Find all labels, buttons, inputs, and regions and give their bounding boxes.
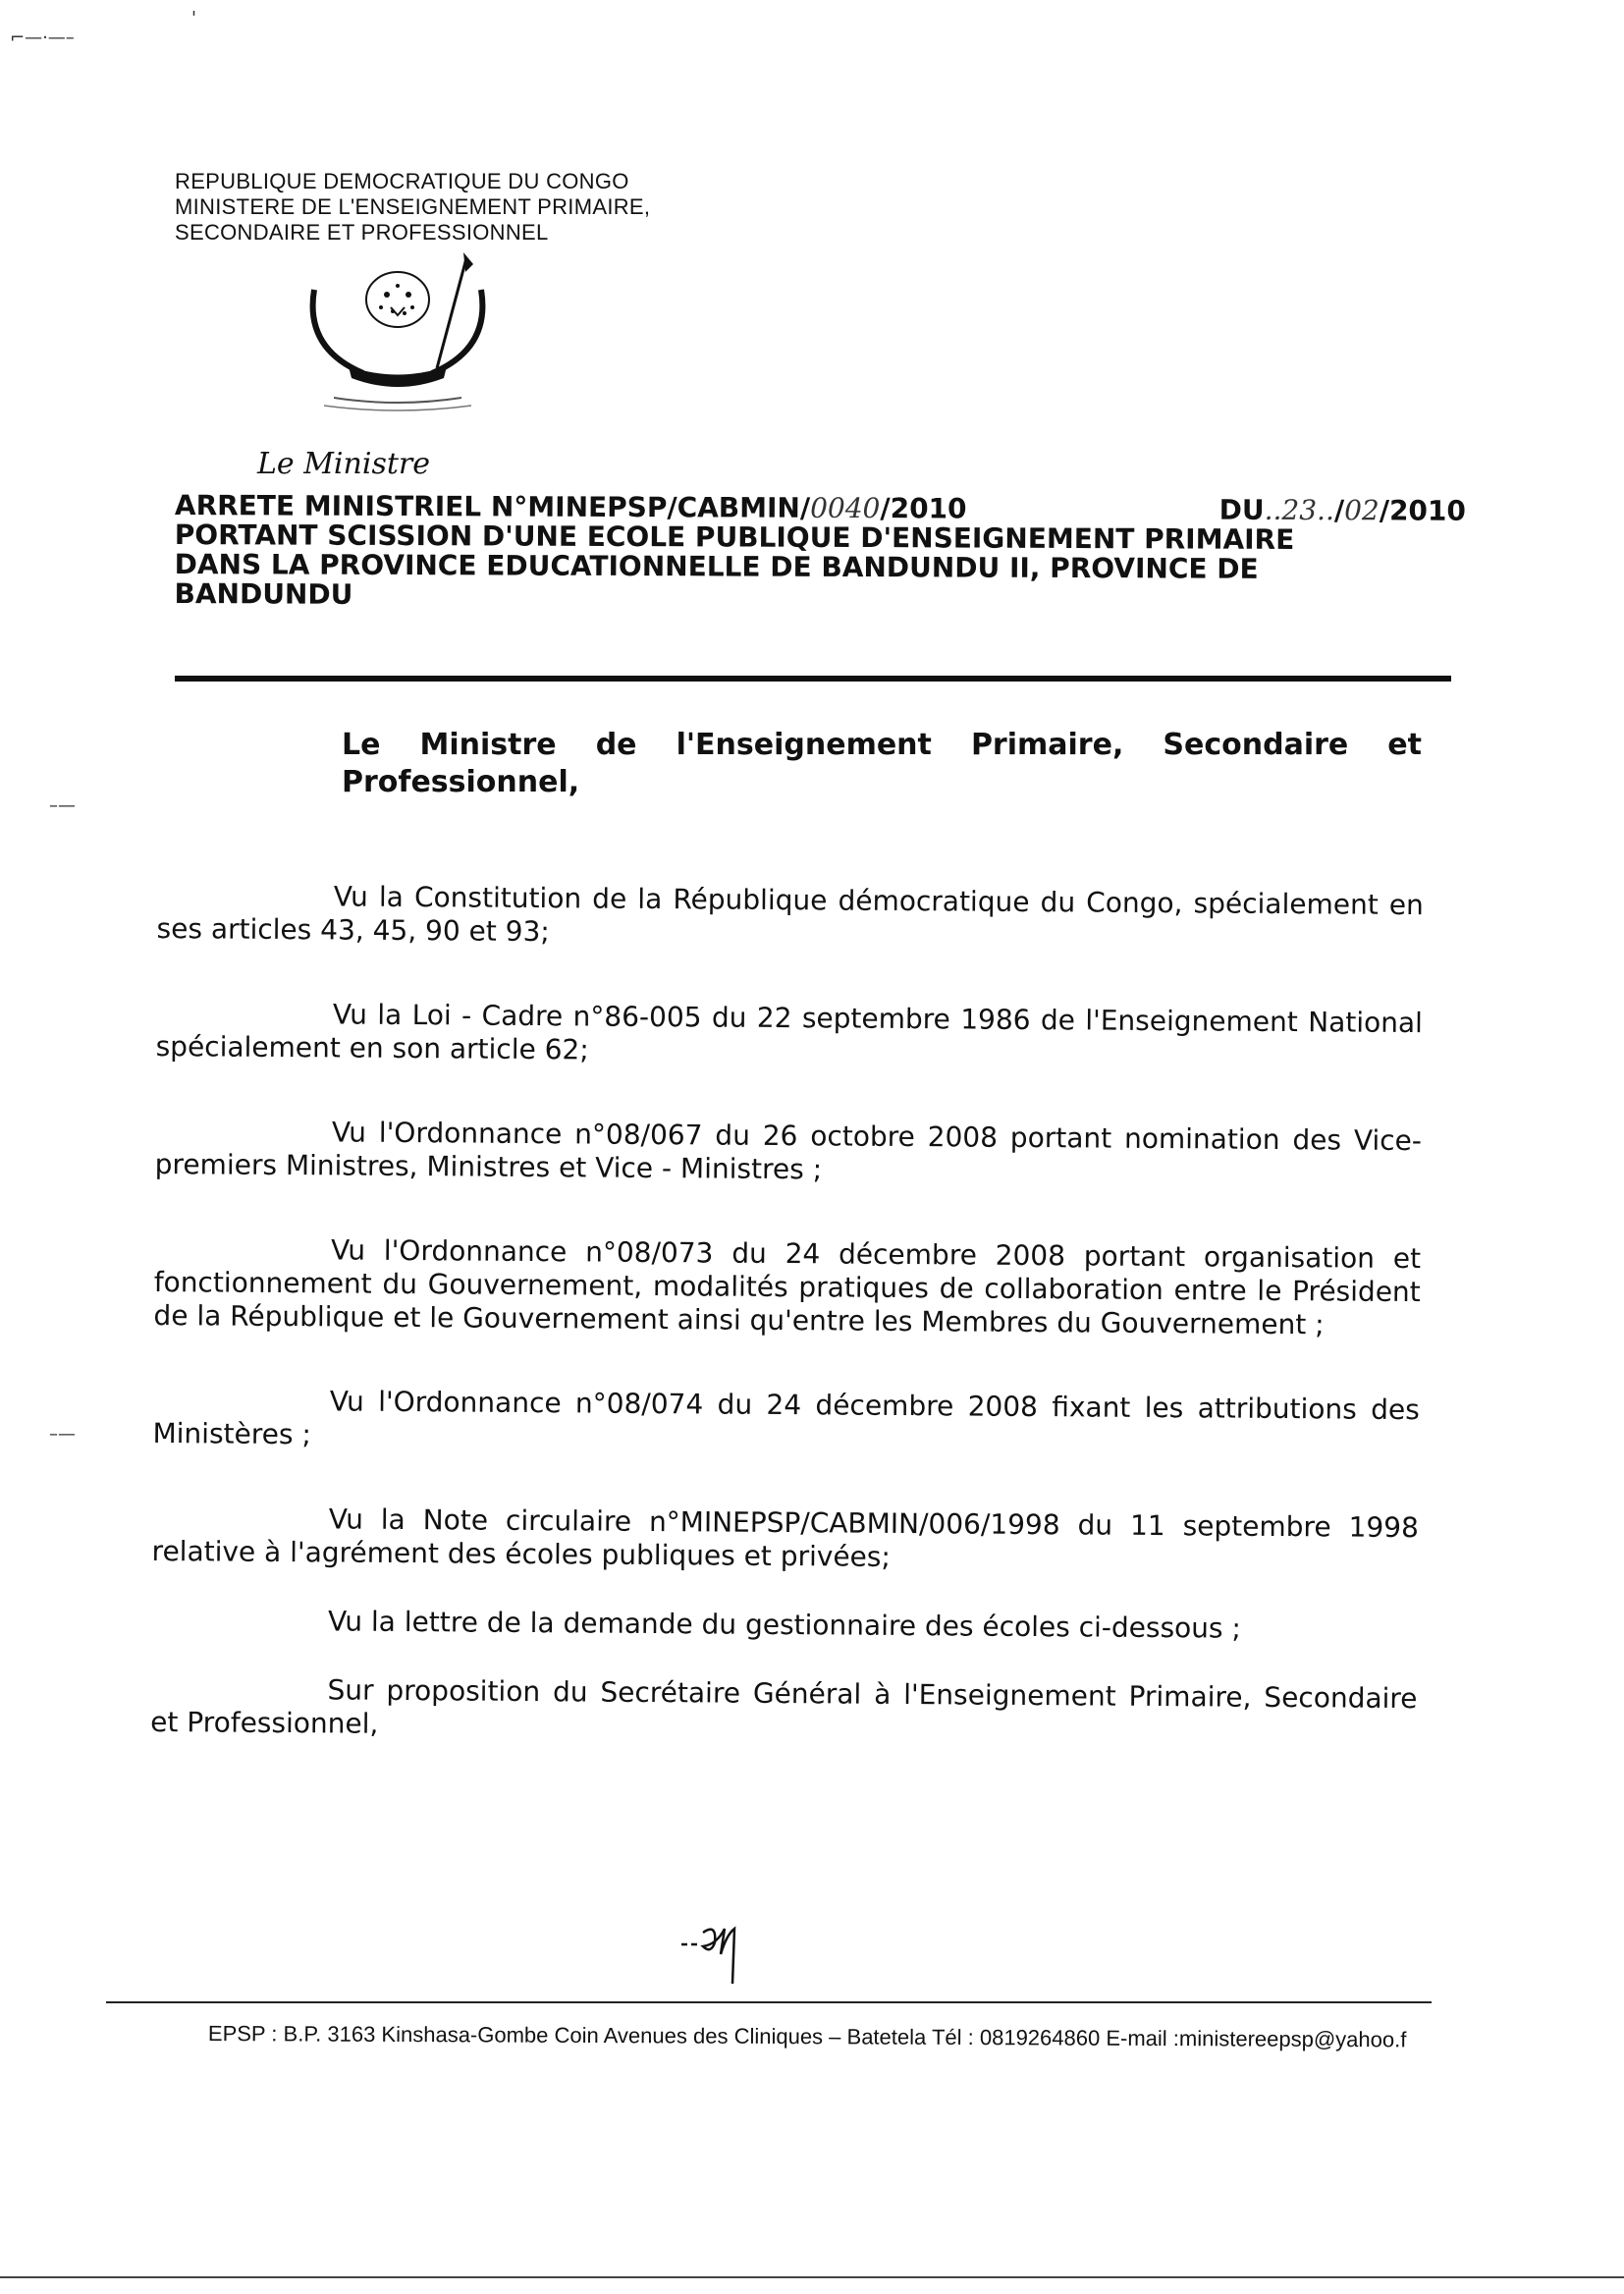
scan-artifact: –— bbox=[49, 795, 76, 816]
scan-artifact: ⌐—·—– bbox=[10, 27, 75, 48]
decree-title-line-2: PORTANT SCISSION D'UNE ECOLE PUBLIQUE D'ENSEIGNEMENT PRIMAIRE bbox=[174, 518, 1295, 556]
decree-reference-prefix: ARRETE MINISTRIEL N°MINEPSP/CABMIN/ bbox=[174, 489, 811, 524]
page-bottom-edge bbox=[0, 2276, 1624, 2278]
consideration-lettre-demande: Vu la lettre de la demande du gestionnaire des écoles ci-dessous ; bbox=[327, 1605, 1242, 1645]
consideration-proposition: Sur proposition du Secrétaire Général à l'Enseignement Primaire, Secondaire et Professionnel, bbox=[150, 1673, 1418, 1740]
minister-intro: Le Ministre de l'Enseignement Primaire, Secondaire et Professionnel, bbox=[342, 728, 1422, 799]
initials-signature bbox=[677, 1915, 766, 1994]
letterhead bbox=[175, 169, 764, 246]
decree-year: /2010 bbox=[880, 492, 967, 525]
coat-of-arms-emblem bbox=[295, 250, 501, 417]
letterhead-country: REPUBLIQUE DEMOCRATIQUE DU CONGO bbox=[175, 169, 629, 193]
scan-artifact: ' bbox=[191, 8, 196, 28]
decree-title bbox=[174, 491, 1466, 615]
footer-divider bbox=[106, 2001, 1432, 2003]
considerations bbox=[150, 879, 1424, 1800]
consideration-ordonnance-074: Vu l'Ordonnance n°08/074 du 24 décembre 2008 fixant les attributions des Ministères ; bbox=[152, 1385, 1420, 1451]
letterhead-ministry-cont: SECONDAIRE ET PROFESSIONNEL bbox=[175, 220, 549, 245]
footer-contact: EPSP : B.P. 3163 Kinshasa-Gombe Coin Avenues des Cliniques – Batetela Tél : 0819264860 E-mail :ministereepsp@yahoo.f bbox=[207, 2021, 1407, 2052]
decree-day-handwritten: ..23.. bbox=[1264, 493, 1334, 527]
scan-artifact: –— bbox=[49, 1424, 76, 1445]
title-divider bbox=[175, 676, 1451, 682]
decree-du-label: DU bbox=[1218, 493, 1265, 526]
decree-month-handwritten: 02 bbox=[1344, 494, 1380, 527]
consideration-ordonnance-073: Vu l'Ordonnance n°08/073 du 24 décembre 2008 portant organisation et fonctionnement du Gouvernement, modalités pratiques de collaboration entre le Président de la République et le Gouvernement ainsi qu'entre les Membres du Gouvernement ; bbox=[153, 1233, 1422, 1341]
consideration-note-circulaire: Vu la Note circulaire n°MINEPSP/CABMIN/006/1998 du 11 septembre 1998 relative à l'agrément des écoles publiques et privées; bbox=[151, 1502, 1419, 1573]
decree-title-line-3: DANS LA PROVINCE EDUCATIONNELLE DE BANDUNDU II, PROVINCE DE bbox=[174, 547, 1259, 585]
decree-date-year: /2010 bbox=[1379, 494, 1466, 527]
letterhead-ministry: MINISTERE DE L'ENSEIGNEMENT PRIMAIRE, bbox=[175, 194, 651, 219]
consideration-ordonnance-067: Vu l'Ordonnance n°08/067 du 26 octobre 2008 portant nomination des Vice-premiers Ministres, Ministres et Vice - Ministres ; bbox=[154, 1116, 1423, 1186]
consideration-constitution: Vu la Constitution de la République démocratique du Congo, spécialement en ses articles 43, 45, 90 et 93; bbox=[156, 880, 1424, 949]
decree-date-separator: / bbox=[1333, 494, 1345, 527]
consideration-loi-cadre: Vu la Loi - Cadre n°86-005 du 22 septembre 1986 de l'Enseignement National spécialement en son article 62; bbox=[155, 998, 1424, 1066]
decree-title-line-4: BANDUNDU bbox=[174, 576, 353, 611]
minister-heading: Le Ministre bbox=[257, 447, 430, 481]
decree-number-handwritten: 0040 bbox=[810, 491, 881, 525]
